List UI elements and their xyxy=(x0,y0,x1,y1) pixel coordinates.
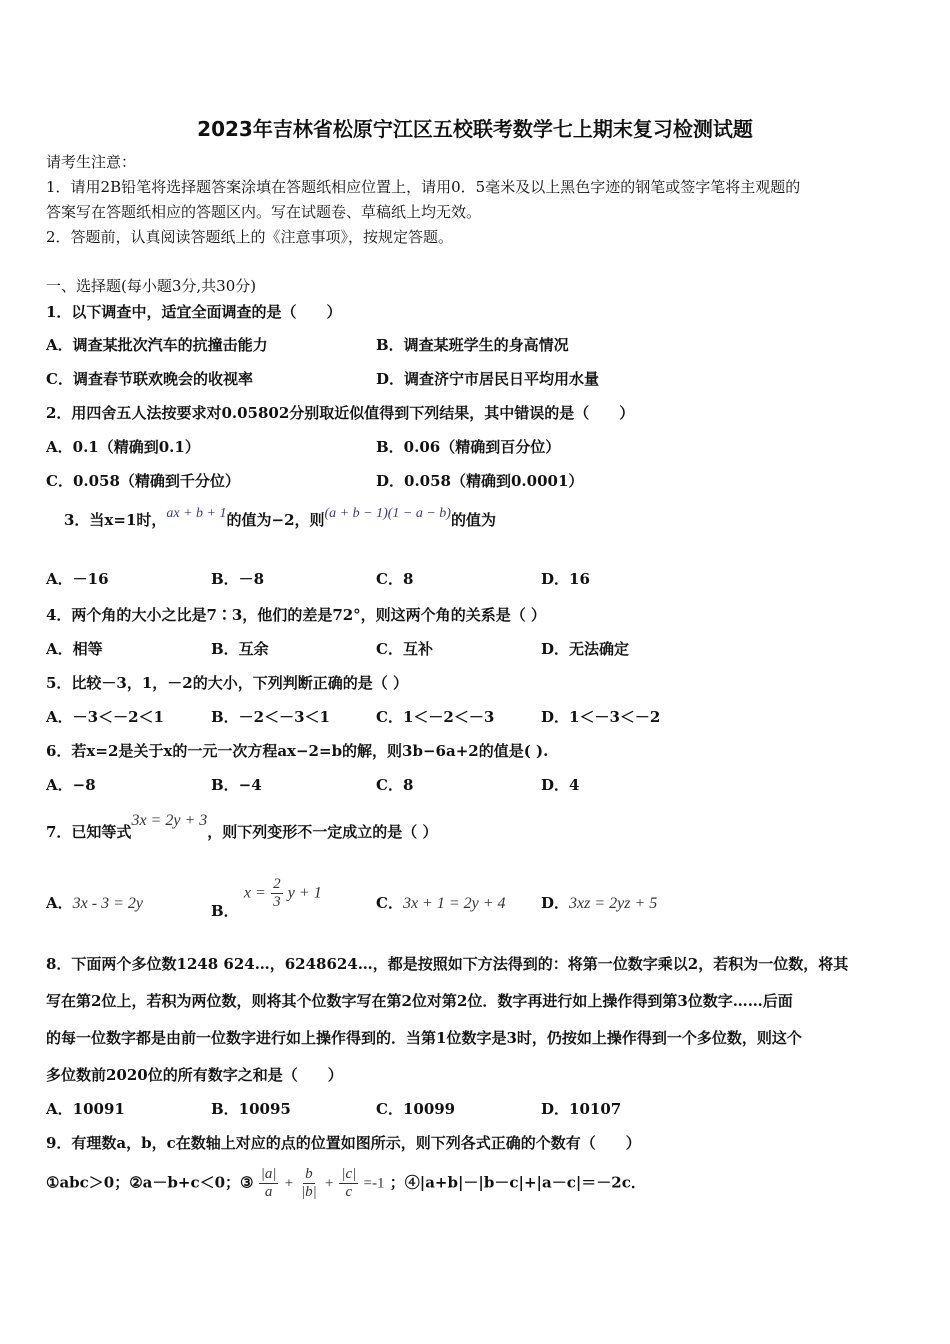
q7-option-b-lhs: x = xyxy=(243,884,266,902)
q5-stem: 5．比较－3，1，－2的大小，下列判断正确的是（ ） xyxy=(46,674,408,692)
q8-line-1: 8．下面两个多位数1248 624…，6248624…，都是按照如下方法得到的：将第一位数字乘以2，若积为一位数，将其 xyxy=(46,955,849,973)
q7-prefix: 7．已知等式 xyxy=(46,823,132,841)
q4-option-b: B．互余 xyxy=(211,640,269,658)
q1-stem: 1．以下调查中，适宜全面调查的是（ ） xyxy=(46,303,342,321)
q5-option-b: B．－2＜－3＜1 xyxy=(211,708,330,726)
q7-suffix: ，则下列变形不一定成立的是（ ） xyxy=(207,823,438,841)
q7-option-a-expr: 3x - 3 = 2y xyxy=(72,895,143,912)
q2-option-d: D．0.058（精确到0.0001） xyxy=(376,472,584,490)
q3-option-d: D．16 xyxy=(541,570,590,588)
q9-part-2: ；④|a+b|－|b－c|+|a－c|＝－2c． xyxy=(389,1173,646,1192)
q9-stem: 9．有理数a，b，c在数轴上对应的点的位置如图所示，则下列各式正确的个数有（ ） xyxy=(46,1134,641,1152)
q8-option-c: C．10099 xyxy=(376,1100,456,1118)
q7-option-b-fraction xyxy=(271,876,283,911)
q7-option-c-expr: 3x + 1 = 2y + 4 xyxy=(402,895,506,912)
notice-heading: 请考生注意： xyxy=(46,153,137,171)
q2-stem: 2．用四舍五人法按要求对0.05802分别取近似值得到下列结果，其中错误的是（ ） xyxy=(46,404,635,422)
q9-fraction-1-denominator: a xyxy=(264,1184,273,1200)
q3-option-c: C．8 xyxy=(376,570,414,588)
q9-plus-2: + xyxy=(324,1175,335,1192)
q2-option-b: B．0.06（精确到百分位） xyxy=(376,438,561,456)
q9-fraction-2-numerator: b xyxy=(305,1166,313,1182)
q3-stem xyxy=(64,506,496,532)
q7-option-c-label: C． xyxy=(376,894,403,912)
q8-line-3: 的每一位数字都是由前一位数字进行如上操作得到的．当第1位数字是3时，仍按如上操作得到一个多位数，则这个 xyxy=(46,1029,802,1047)
notice-item-2: 2．答题前，认真阅读答题纸上的《注意事项》，按规定答题。 xyxy=(46,228,454,246)
q9-statements xyxy=(46,1166,646,1201)
q1-option-d: D．调查济宁市居民日平均用水量 xyxy=(376,370,600,388)
q9-plus-1: + xyxy=(283,1175,294,1192)
q7-option-a-label: A． xyxy=(46,894,73,912)
q3-expression-1: ax + b + 1 xyxy=(166,506,227,521)
q5-option-a: A．－3＜－2＜1 xyxy=(46,708,164,726)
q7-option-d-label: D． xyxy=(541,894,570,912)
q5-option-c: C．1＜－2＜－3 xyxy=(376,708,495,726)
q2-option-c: C．0.058（精确到千分位） xyxy=(46,472,240,490)
q6-option-d: D．4 xyxy=(541,776,580,794)
q3-suffix: 的值为 xyxy=(450,511,496,529)
q3-expression-2: (a + b − 1)(1 − a − b) xyxy=(324,506,451,521)
q9-fraction-1-numerator: |a| xyxy=(260,1166,277,1182)
q7-stem xyxy=(46,812,438,843)
q8-line-4: 多位数前2020位的所有数字之和是（ ） xyxy=(46,1066,343,1084)
q4-option-d: D．无法确定 xyxy=(541,640,630,658)
q6-option-c: C．8 xyxy=(376,776,414,794)
section-heading: 一、选择题(每小题3分,共30分) xyxy=(46,277,257,295)
q3-option-a: A．－16 xyxy=(46,570,109,588)
q9-fraction-3-numerator: |c| xyxy=(341,1166,357,1182)
q1-option-a: A．调查某批次汽车的抗撞击能力 xyxy=(46,336,268,354)
q8-option-d: D．10107 xyxy=(541,1100,622,1118)
q9-fraction-1 xyxy=(259,1166,279,1201)
q4-option-c: C．互补 xyxy=(376,640,433,658)
q3-prefix: 3．当x=1时， xyxy=(64,511,167,529)
q5-option-d: D．1＜－3＜－2 xyxy=(541,708,661,726)
q2-option-a: A．0.1（精确到0.1） xyxy=(46,438,200,456)
q9-equals: =-1 xyxy=(363,1175,385,1192)
q7-option-b-label: B． xyxy=(211,901,239,920)
q1-option-b: B．调查某班学生的身高情况 xyxy=(376,336,569,354)
q7-given-equation: 3x = 2y + 3 xyxy=(131,812,208,829)
notice-item-1: 1．请用2B铅笔将选择题答案涂填在答题纸相应位置上，请用0．5毫米及以上黑色字迹的钢笔或签字笔将主观题的 xyxy=(46,178,801,196)
q6-option-a: A．−8 xyxy=(46,776,96,794)
q8-option-b: B．10095 xyxy=(211,1100,291,1118)
q3-middle: 的值为−2，则 xyxy=(226,511,325,529)
q7-option-b-numerator: 2 xyxy=(273,876,281,892)
q4-option-a: A．相等 xyxy=(46,640,103,658)
notice-item-1-cont: 答案写在答题纸相应的答题区内。写在试题卷、草稿纸上均无效。 xyxy=(46,203,482,221)
q7-option-b xyxy=(211,876,322,920)
q8-option-a: A．10091 xyxy=(46,1100,125,1118)
q9-fraction-2-denominator: |b| xyxy=(301,1184,317,1200)
q7-option-d-expr: 3xz = 2yz + 5 xyxy=(569,895,658,912)
q7-option-a xyxy=(46,893,143,914)
q6-option-b: B．−4 xyxy=(211,776,262,794)
q7-option-c xyxy=(376,893,506,914)
q7-option-d xyxy=(541,893,657,914)
q9-fraction-3 xyxy=(339,1166,358,1201)
q9-fraction-3-denominator: c xyxy=(345,1184,353,1200)
q7-option-b-denominator: 3 xyxy=(273,894,281,910)
q9-fraction-2 xyxy=(299,1166,319,1201)
q6-stem: 6．若x=2是关于x的一元一次方程ax−2=b的解，则3b−6a+2的值是( ). xyxy=(46,742,549,760)
page-title: 2023年吉林省松原宁江区五校联考数学七上期末复习检测试题 xyxy=(197,117,753,141)
q9-part-1: ①abc＞0；②a－b+c＜0；③ xyxy=(46,1173,254,1192)
q3-option-b: B．－8 xyxy=(211,570,265,588)
q4-stem: 4．两个角的大小之比是7∶3，他们的差是72°，则这两个角的关系是（ ） xyxy=(46,606,546,624)
q1-option-c: C．调查春节联欢晚会的收视率 xyxy=(46,370,253,388)
q8-line-2: 写在第2位上，若积为两位数，则将其个位数字写在第2位对第2位．数字再进行如上操作得到第3位数字……后面 xyxy=(46,992,793,1010)
q7-option-b-rhs: y + 1 xyxy=(287,884,322,902)
